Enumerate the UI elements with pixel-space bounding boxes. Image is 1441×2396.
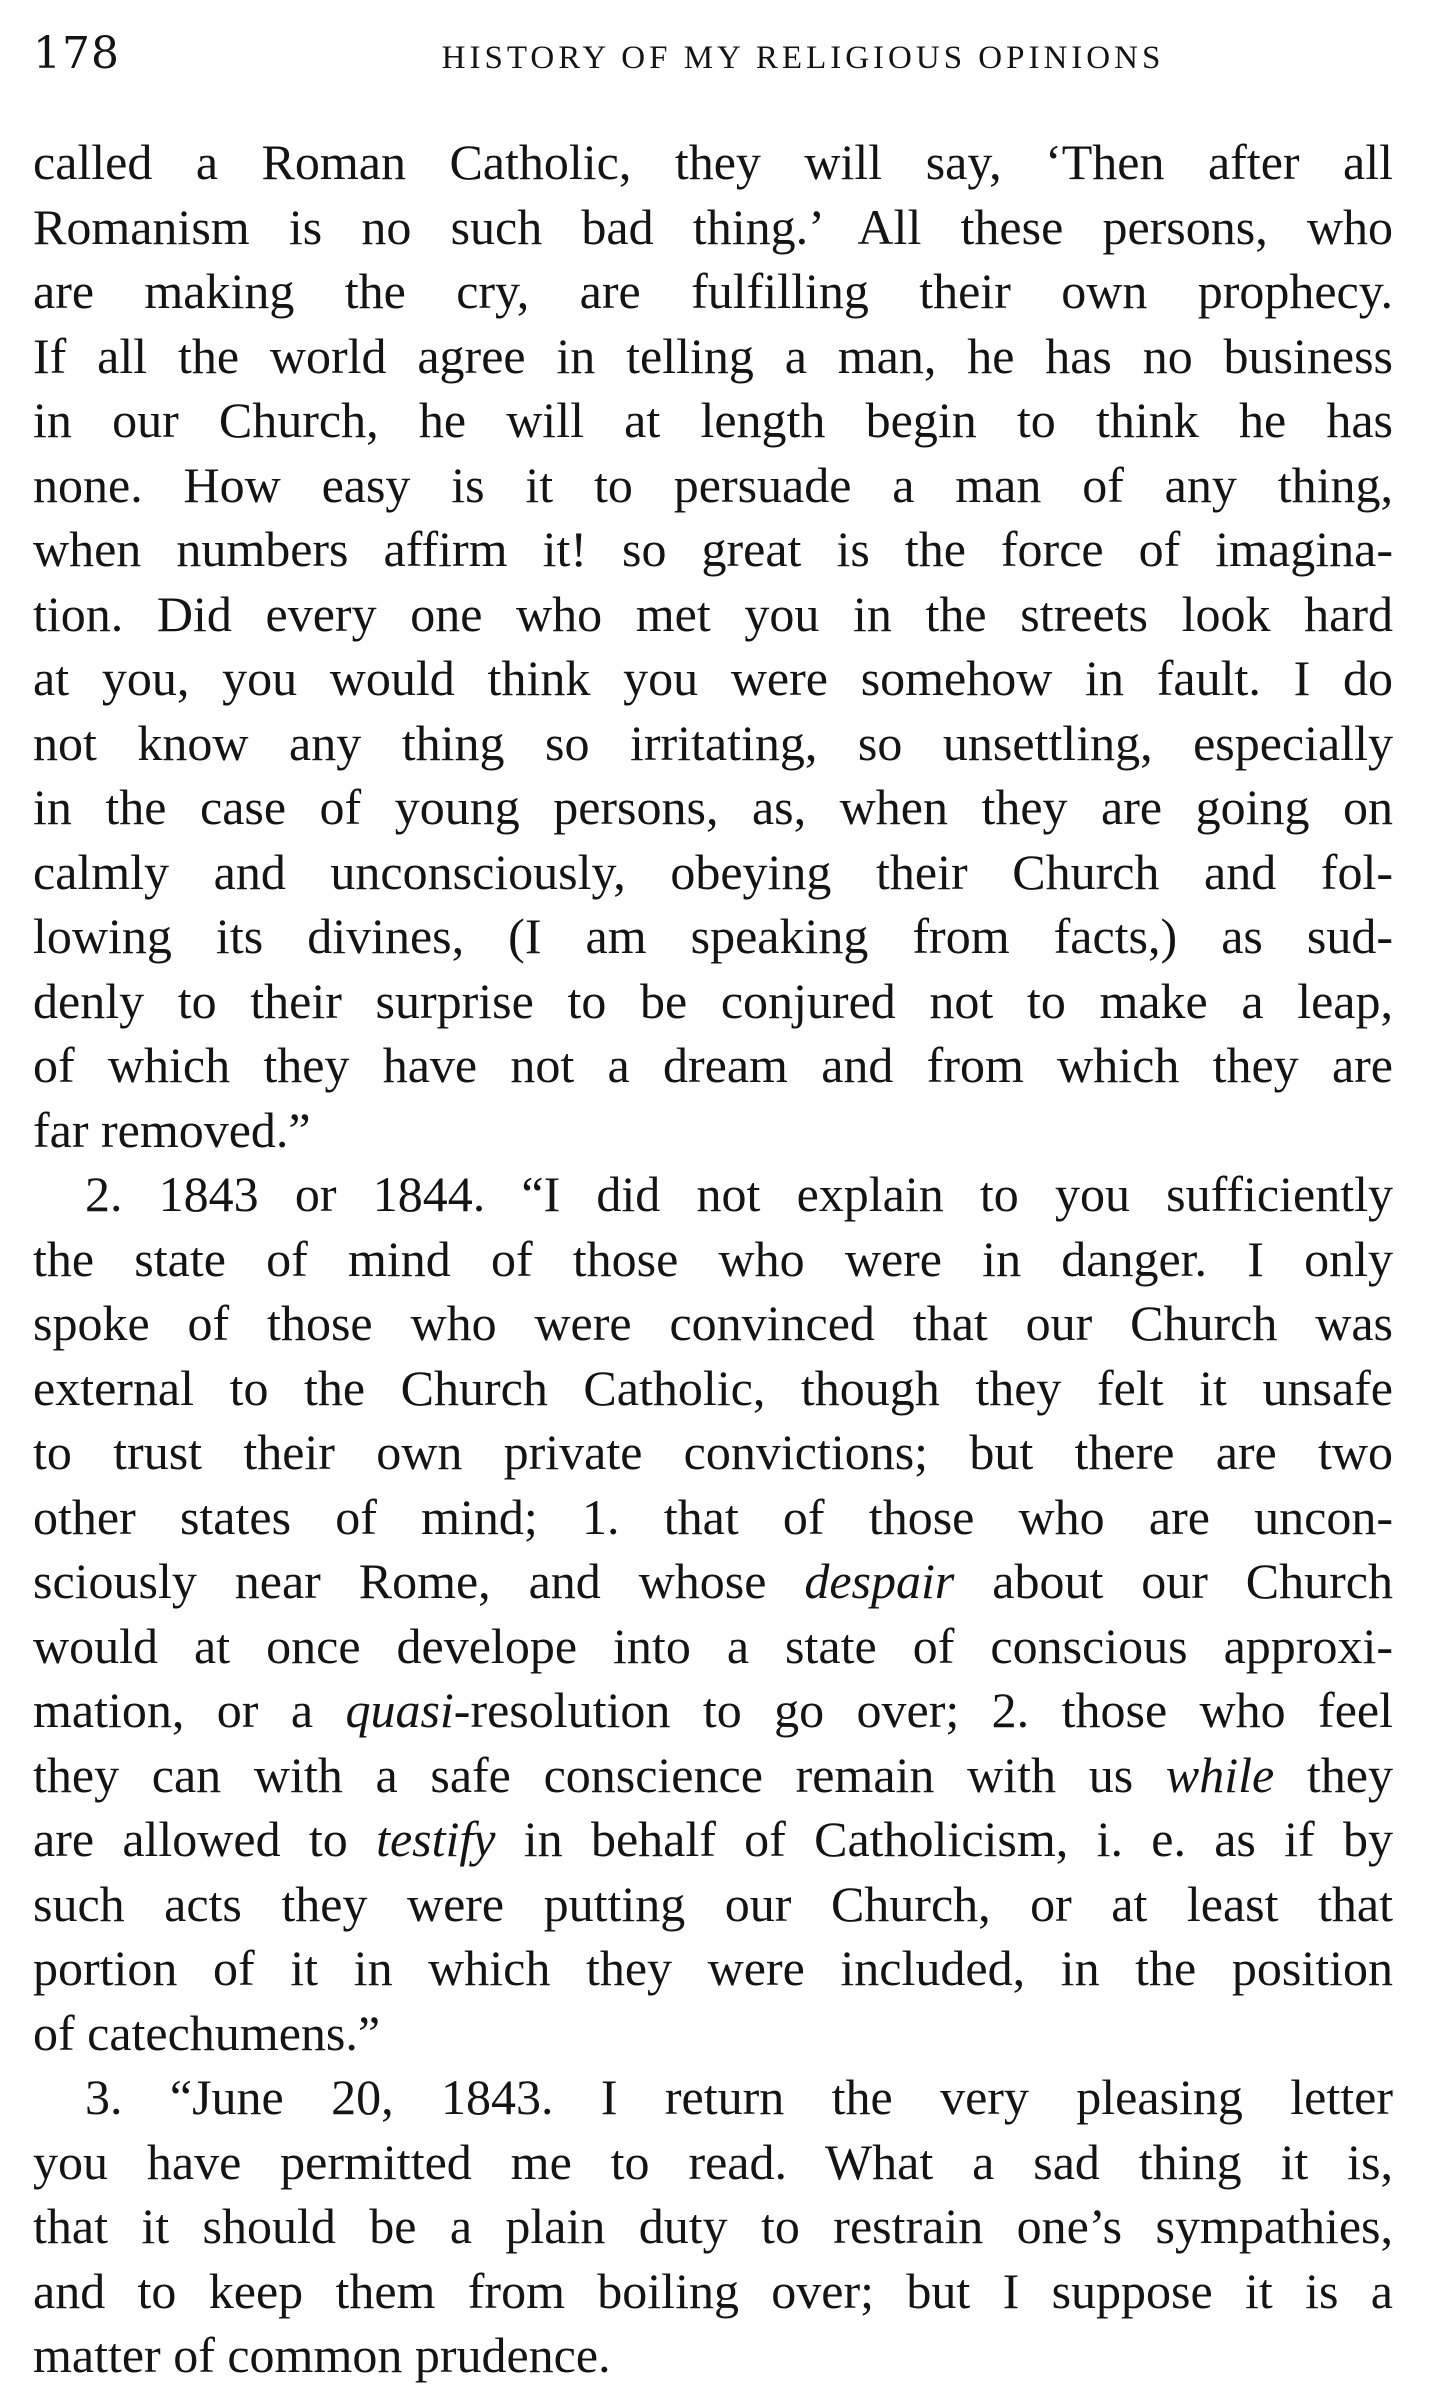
text-line: that it should be a plain duty to restrain one’s sympathies, (33, 2198, 1393, 2254)
text-line: would at once develope into a state of conscious approxi- (33, 1617, 1393, 1674)
text-line: called a Roman Catholic, they will say, ‘Then after all (33, 134, 1393, 190)
text-run: in behalf of Catholicism, i. e. as if by (495, 1811, 1393, 1867)
text-line: such acts they were putting our Church, or at least that (33, 1875, 1393, 1932)
text-line: other states of mind; 1. that of those who are uncon- (33, 1488, 1393, 1545)
text-line: Romanism is no such bad thing.’ All these persons, who (33, 198, 1393, 255)
text-line: external to the Church Catholic, though they felt it unsafe (33, 1359, 1393, 1416)
text-line: are making the cry, are fulfilling their own prophecy. (33, 263, 1393, 319)
text-line: at you, you would think you were somehow in fault. I do (33, 650, 1393, 706)
page-number: 178 (33, 28, 120, 79)
text-line: denly to their surprise to be conjured not to make a leap, (33, 972, 1393, 1029)
running-head: HISTORY OF MY RELIGIOUS OPINIONS (441, 40, 1165, 76)
text-line (33, 1743, 1393, 1808)
text-line: to trust their own private convictions; but there are two (33, 1424, 1393, 1480)
paragraph-3 (33, 2065, 1393, 2388)
text-line: 2. 1843 or 1844. “I did not explain to you sufficiently (85, 1166, 1393, 1222)
text-run: they (1274, 1746, 1393, 1803)
text-run: are allowed to (33, 1811, 377, 1867)
text-line: portion of it in which they were included, in the position (33, 1940, 1393, 1996)
text-line: tion. Did every one who met you in the streets look hard (33, 585, 1393, 642)
text-run: they can with a safe conscience remain with us (33, 1746, 1166, 1803)
italic-word: while (1165, 1746, 1275, 1803)
text-line: when numbers affirm it! so great is the force of imagina- (33, 521, 1393, 577)
text-line: spoke of those who were convinced that our Church was (33, 1295, 1393, 1351)
text-line: far removed.” (33, 1101, 311, 1158)
text-line: in our Church, he will at length begin to think he has (33, 392, 1393, 448)
paragraph-2 (33, 1162, 1393, 2065)
text-line (33, 1678, 1393, 1743)
text-line: lowing its divines, (I am speaking from facts,) as sud- (33, 908, 1393, 964)
body-text (33, 130, 1393, 2388)
page-header (33, 28, 1393, 88)
text-run: about our Church (954, 1553, 1393, 1609)
text-run: sciously near Rome, and whose (33, 1553, 805, 1609)
text-line: of catechumens.” (33, 2004, 381, 2061)
text-run: mation, or a (33, 1682, 346, 1738)
text-run: -resolution to go over; 2. those who feel (453, 1682, 1393, 1738)
text-line (33, 1807, 1393, 1872)
italic-word: testify (376, 1811, 496, 1867)
text-line: none. How easy is it to persuade a man of any thing, (33, 456, 1393, 513)
text-line: matter of common prudence. (33, 2327, 611, 2383)
text-line: calmly and unconsciously, obeying their Church and fol- (33, 843, 1393, 900)
italic-word: despair (804, 1553, 955, 1609)
text-line: of which they have not a dream and from which they are (33, 1037, 1393, 1093)
text-line: you have permitted me to read. What a sad thing it is, (33, 2133, 1393, 2190)
text-line: If all the world agree in telling a man, he has no business (33, 327, 1393, 384)
italic-word: quasi (345, 1682, 454, 1738)
text-line: in the case of young persons, as, when they are going on (33, 779, 1393, 835)
paragraph-1 (33, 130, 1393, 1162)
text-line: 3. “June 20, 1843. I return the very pleasing letter (85, 2069, 1393, 2125)
text-line (33, 1549, 1393, 1614)
text-line: not know any thing so irritating, so unsettling, especially (33, 714, 1393, 771)
text-line: the state of mind of those who were in danger. I only (33, 1230, 1393, 1287)
text-line: and to keep them from boiling over; but I suppose it is a (33, 2262, 1393, 2319)
